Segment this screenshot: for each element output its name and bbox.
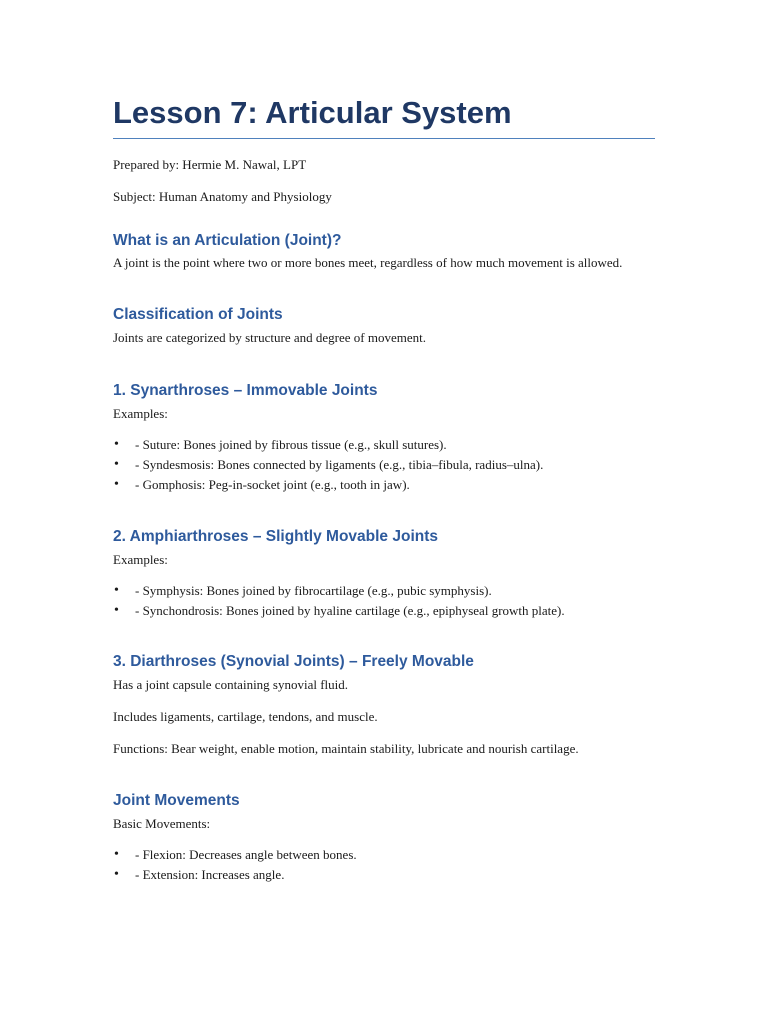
articulation-text: A joint is the point where two or more bones meet, regardless of how much movement is allowed. — [113, 255, 623, 270]
bullet-icon: • — [114, 477, 119, 492]
movements-intro: Basic Movements: — [113, 816, 211, 831]
amphiarthroses-intro: Examples: — [113, 552, 168, 567]
bullet-icon: • — [114, 437, 119, 452]
list-item — [113, 601, 655, 621]
heading-classification: Classification of Joints — [113, 306, 283, 323]
synarthroses-intro: Examples: — [113, 406, 168, 421]
bullet-icon: • — [114, 603, 119, 618]
list-item — [113, 435, 655, 455]
heading-articulation: What is an Articulation (Joint)? — [113, 232, 342, 249]
diarthroses-para-3: Functions: Bear weight, enable motion, maintain stability, lubricate and nourish cartilage. — [113, 741, 579, 756]
bullet-icon: • — [114, 583, 119, 598]
document-title: Lesson 7: Articular System — [113, 92, 655, 139]
bullet-icon: • — [114, 867, 119, 882]
list-item-text: - Flexion: Decreases angle between bones. — [135, 847, 357, 862]
heading-movements: Joint Movements — [113, 792, 240, 809]
list-item-text: - Synchondrosis: Bones joined by hyaline cartilage (e.g., epiphyseal growth plate). — [135, 603, 565, 618]
amphiarthroses-list — [113, 581, 655, 621]
classification-text: Joints are categorized by structure and degree of movement. — [113, 330, 426, 345]
heading-amphiarthroses: 2. Amphiarthroses – Slightly Movable Joints — [113, 528, 439, 545]
diarthroses-para-1: Has a joint capsule containing synovial fluid. — [113, 677, 349, 692]
list-item — [113, 845, 655, 865]
bullet-icon: • — [114, 457, 119, 472]
diarthroses-para-2: Includes ligaments, cartilage, tendons, and muscle. — [113, 709, 378, 724]
subject-line: Subject: Human Anatomy and Physiology — [113, 189, 332, 204]
list-item — [113, 455, 655, 475]
heading-synarthroses: 1. Synarthroses – Immovable Joints — [113, 382, 378, 399]
prepared-by: Prepared by: Hermie M. Nawal, LPT — [113, 157, 307, 172]
list-item — [113, 581, 655, 601]
list-item-text: - Extension: Increases angle. — [135, 867, 285, 882]
heading-diarthroses: 3. Diarthroses (Synovial Joints) – Freely Movable — [113, 653, 474, 670]
list-item-text: - Syndesmosis: Bones connected by ligaments (e.g., tibia–fibula, radius–ulna). — [135, 457, 544, 472]
list-item-text: - Gomphosis: Peg-in-socket joint (e.g., tooth in jaw). — [135, 477, 410, 492]
movements-list — [113, 845, 655, 885]
list-item-text: - Symphysis: Bones joined by fibrocartilage (e.g., pubic symphysis). — [135, 583, 492, 598]
synarthroses-list — [113, 435, 655, 495]
list-item — [113, 865, 655, 885]
list-item — [113, 475, 655, 495]
bullet-icon: • — [114, 847, 119, 862]
list-item-text: - Suture: Bones joined by fibrous tissue (e.g., skull sutures). — [135, 437, 447, 452]
document-content — [113, 92, 655, 885]
